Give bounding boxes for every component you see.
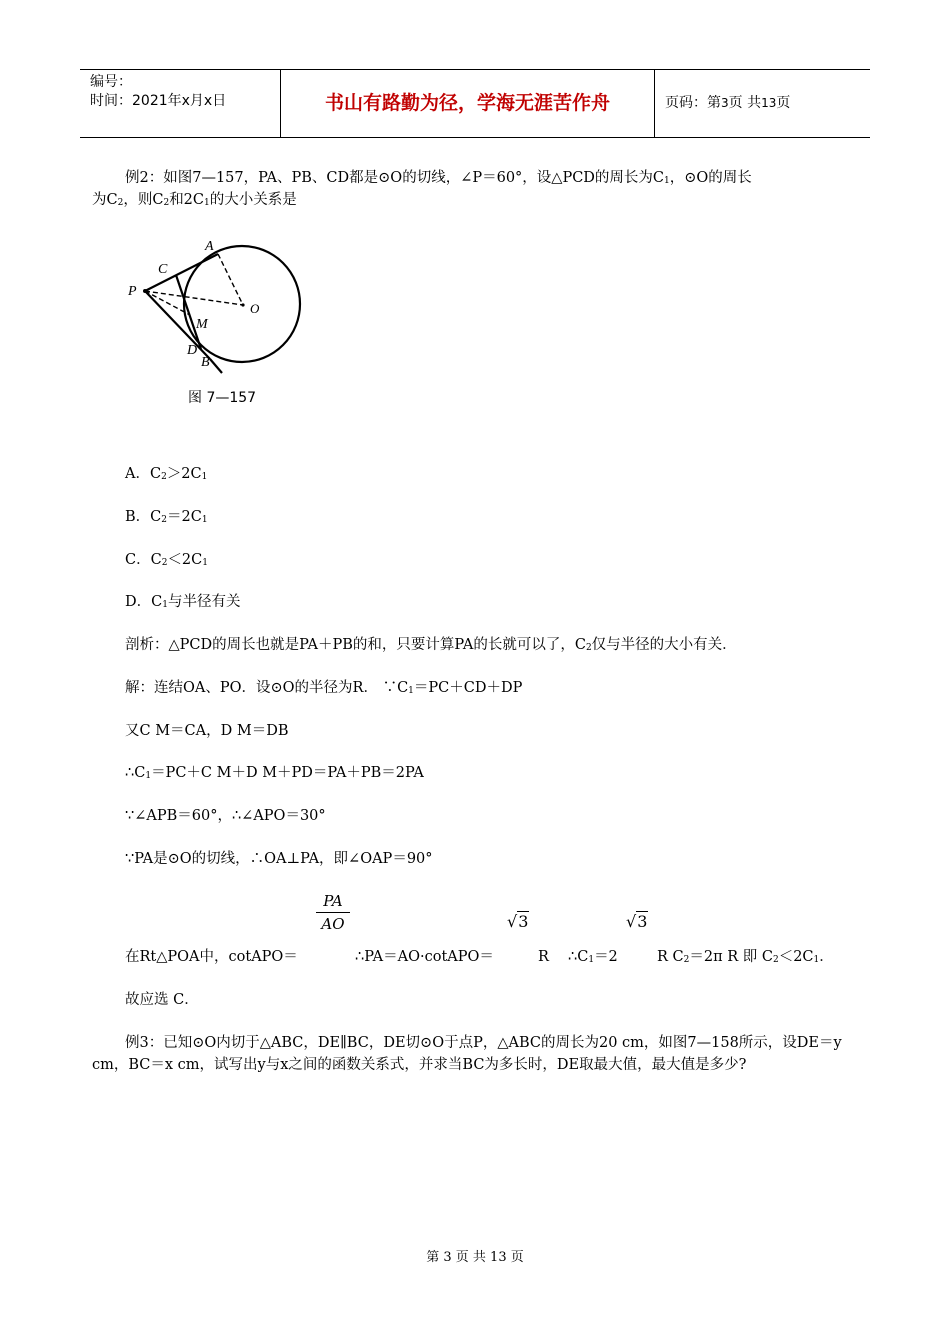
ex2-text-1b: ，⊙O的周长 (669, 170, 752, 186)
solution-line-2: 又C M＝CA，D M＝DB (125, 723, 289, 739)
sub: 2 (772, 955, 779, 965)
tangent-pb-ext (210, 359, 222, 373)
sub: 2 (683, 955, 690, 965)
point-o (241, 303, 244, 306)
tangent-pa (145, 254, 218, 291)
solution-line-5: ∵PA是⊙O的切线，∴OA⊥PA，即∠OAP＝90° (125, 851, 433, 867)
solution-line-6c: R (538, 949, 549, 965)
time-label: 时间：2021年x月x日 (90, 93, 227, 109)
page-footer: 第 3 页 共 13 页 (426, 1250, 524, 1265)
solution-line-4: ∵∠APB＝60°，∴∠APO＝30° (125, 808, 326, 824)
sqrt-sign: √ (507, 912, 518, 931)
sol-3b: ＝PC＋C M＋D M＋PD＝PA＋PB＝2PA (151, 765, 424, 781)
solution-line-1 (125, 677, 522, 700)
sub: 1 (145, 771, 152, 781)
sub: 2 (161, 558, 168, 568)
option-d (125, 591, 240, 614)
sub: 1 (201, 472, 208, 482)
option-a-pre: A．C (125, 466, 162, 482)
sol-6d: ∴C (568, 949, 589, 965)
page-total: 13 (761, 96, 777, 110)
option-b-pre: B．C (125, 509, 162, 525)
sol-6i: ． (819, 949, 834, 965)
sqrt-3-b (626, 912, 648, 931)
sub: 1 (204, 198, 210, 208)
sub: 1 (201, 515, 208, 525)
option-a-mid: ＞2C (166, 466, 202, 482)
solution-line-6b: ∴PA＝AO·cotAPO＝ (355, 949, 494, 965)
sub: 1 (588, 955, 595, 965)
sub: 1 (408, 686, 414, 696)
fraction-pa-ao (316, 892, 350, 933)
page-number: 3 (721, 96, 729, 110)
sub: 1 (202, 558, 208, 568)
sub: 1 (664, 176, 670, 186)
example3-paragraph: 例3：已知⊙O内切于△ABC，DE∥BC，DE切⊙O于点P，△ABC的周长为20 cm，如图7—158所示，设DE＝y cm，BC＝x cm，试写出y与x之间的函数关系式，并求当BC为多长时，DE取最大值，最大值是多少? (92, 1035, 842, 1073)
sqrt-sign: √ (626, 912, 637, 931)
ex2-text-2b: ，则C (123, 192, 164, 208)
page-suffix: 页 (776, 95, 791, 111)
solution-line-6f (657, 946, 834, 969)
option-c (125, 549, 208, 572)
segment-po (145, 291, 243, 305)
header-page-info (665, 70, 790, 137)
label-m: M (196, 317, 208, 332)
header-meta (80, 70, 281, 137)
sub: 2 (161, 515, 167, 525)
sol-3a: ∴C (125, 765, 146, 781)
option-c-pre: C．C (125, 552, 162, 568)
ex2-text-2c: 和2C (169, 192, 205, 208)
sub: 1 (813, 955, 820, 965)
sub: 2 (117, 198, 124, 208)
page-mid: 页 共 (728, 95, 762, 111)
page-prefix: 页码：第 (665, 95, 721, 111)
solution-line-6d (568, 946, 618, 969)
sol-6h: ＜2C (778, 949, 814, 965)
solution-line-3 (125, 762, 424, 785)
option-c-mid: ＜2C (167, 552, 203, 568)
sub: 2 (163, 198, 170, 208)
analysis-text-1: 剖析：△PCD的周长也就是PA＋PB的和，只要计算PA的长就可以了，C (125, 637, 586, 653)
geometry-figure (126, 228, 312, 378)
option-d-pre: D．C (125, 594, 163, 610)
option-b (125, 506, 208, 529)
sqrt-value: 3 (518, 912, 529, 931)
sol-6f: R C (657, 949, 684, 965)
sqrt-value: 3 (637, 912, 648, 931)
label-o: O (250, 301, 260, 316)
fraction-numerator: PA (316, 892, 350, 913)
sol-1b: ＝PC＋CD＋DP (413, 680, 523, 696)
option-d-post: 与半径有关 (167, 594, 241, 610)
label-p: P (128, 284, 137, 299)
sub: 2 (161, 472, 167, 482)
sol-1a: 解：连结OA、PO．设⊙O的半径为R． ∵C (125, 680, 409, 696)
example2-line1 (125, 167, 752, 190)
analysis-text-2: 仅与半径的大小有关． (591, 637, 737, 653)
option-a (125, 463, 207, 486)
page-header (80, 69, 870, 138)
example2-line2 (92, 189, 297, 212)
label-d: D (187, 343, 198, 358)
analysis-line (125, 634, 737, 657)
sol-6g: ＝2π R 即 C (689, 949, 773, 965)
label-b: B (201, 355, 210, 370)
sub: 1 (162, 600, 168, 610)
point-p (143, 289, 147, 293)
figure-caption: 图 7—157 (188, 390, 257, 406)
ex2-text-2d: 的大小关系是 (209, 192, 297, 208)
option-b-mid: ＝2C (166, 509, 202, 525)
solution-answer: 故应选 C． (125, 992, 199, 1008)
label-c: C (158, 262, 168, 277)
ex2-text-2a: 为C (92, 192, 118, 208)
fraction-denominator: AO (321, 915, 345, 933)
header-motto: 书山有路勤为径，学海无涯苦作舟 (281, 70, 655, 137)
code-label: 编号： (90, 74, 132, 90)
sqrt-3-a (507, 912, 529, 931)
sol-6e: ＝2 (594, 949, 618, 965)
segment-oa (218, 254, 243, 305)
solution-line-6a: 在Rt△POA中，cotAPO＝ (125, 949, 298, 965)
sub: 2 (585, 643, 592, 653)
ex2-text-1a: 例2：如图7—157，PA、PB、CD都是⊙O的切线，∠P＝60°，设△PCD的周长为C (125, 170, 665, 186)
label-a: A (205, 239, 214, 254)
